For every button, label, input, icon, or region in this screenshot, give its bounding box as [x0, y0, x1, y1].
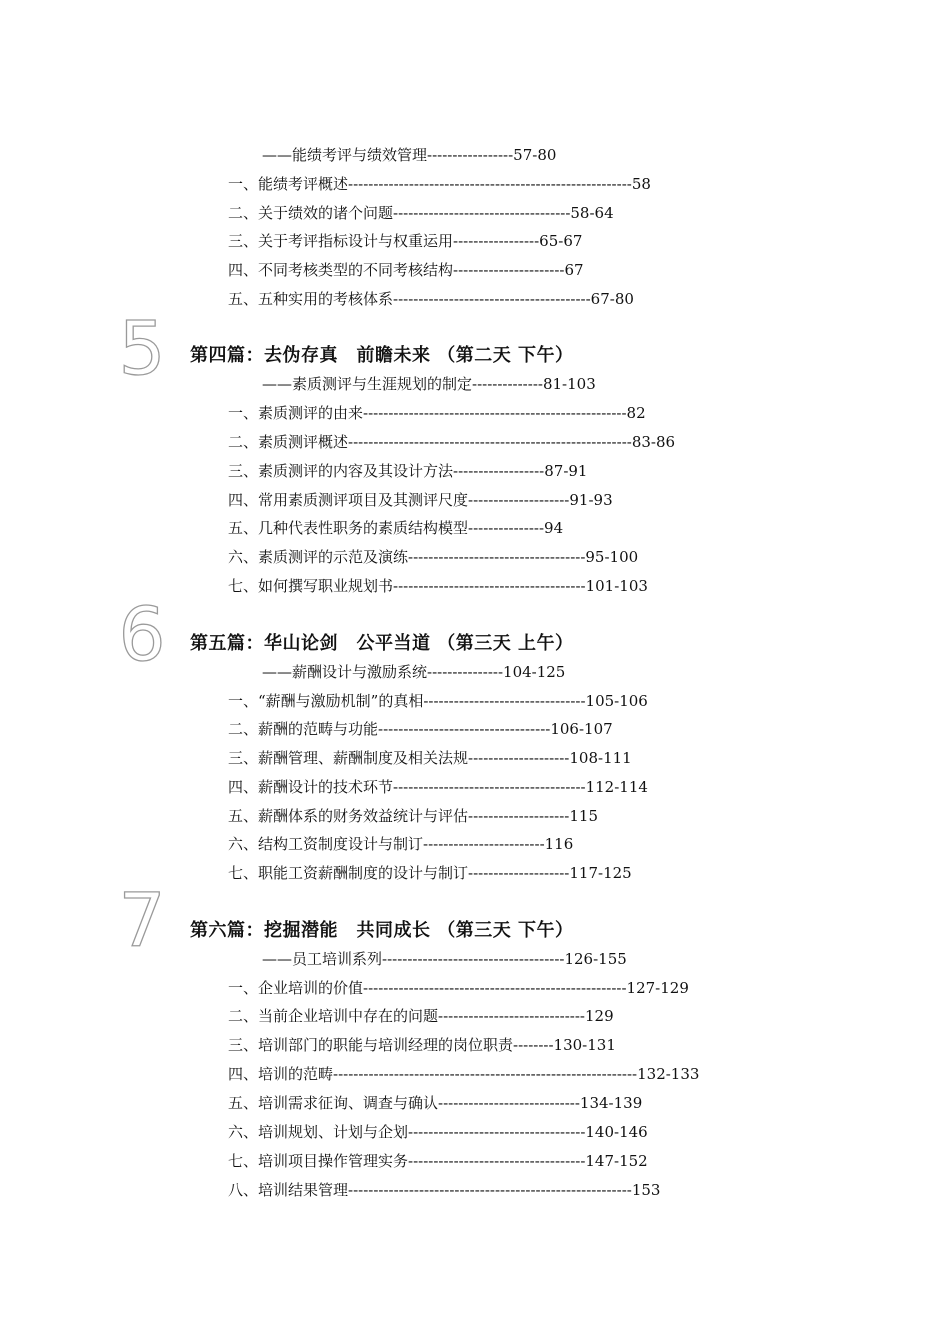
toc-entry: 七、培训项目操作管理实务‐‐‐‐‐‐‐‐‐‐‐‐‐‐‐‐‐‐‐‐‐‐‐‐‐‐‐‐‐‐‐‐‐‐‐147-152 — [228, 1152, 648, 1170]
toc-entry: 二、素质测评概述‐‐‐‐‐‐‐‐‐‐‐‐‐‐‐‐‐‐‐‐‐‐‐‐‐‐‐‐‐‐‐‐‐‐‐‐‐‐‐‐‐‐‐‐‐‐‐‐‐‐‐‐‐‐‐‐83-86 — [228, 433, 676, 451]
section-heading: 第六篇：挖掘潜能 共同成长 （第三天 下午） — [190, 920, 574, 941]
toc-subtitle: ——能绩考评与绩效管理-----------------57-80 — [262, 146, 557, 164]
toc-entry: 三、关于考评指标设计与权重运用------‐‐‐‐‐‐‐‐‐‐‐65-67 — [228, 232, 583, 250]
toc-entry: 一、企业培训的价值‐‐‐‐‐‐‐‐‐‐‐‐‐‐‐‐‐‐‐‐‐‐‐‐‐‐‐‐‐‐‐‐‐‐‐‐‐‐‐‐‐‐‐‐‐‐‐‐‐‐‐‐127-129 — [228, 979, 689, 997]
section-heading: 第五篇：华山论剑 公平当道 （第三天 上午） — [190, 633, 574, 654]
toc-entry: 六、培训规划、计划与企划‐‐‐‐‐‐‐‐‐‐‐‐‐‐‐‐‐‐‐‐‐‐‐‐‐‐‐‐‐‐‐‐‐‐‐140-146 — [228, 1123, 648, 1141]
section-number-5: 5 — [118, 306, 166, 392]
toc-entry: 七、职能工资薪酬制度的设计与制订‐‐‐‐‐‐‐‐‐‐‐‐‐‐‐‐‐‐‐‐117-125 — [228, 864, 632, 882]
toc-entry: 二、薪酬的范畴与功能----------------------------------106-107 — [228, 720, 613, 738]
toc-entry: 二、关于绩效的诸个问题------‐‐‐‐‐‐‐‐‐‐‐‐‐‐‐‐‐‐‐‐‐‐‐‐‐‐‐‐‐58-64 — [228, 204, 614, 222]
toc-entry: 四、薪酬设计的技术环节‐‐‐‐‐‐‐‐‐‐‐‐‐‐‐‐‐‐‐‐‐‐‐‐‐‐‐‐‐‐‐‐‐‐‐‐‐‐112-114 — [228, 778, 648, 796]
toc-subtitle: ——素质测评与生涯规划的制定--------------81-103 — [262, 375, 596, 393]
toc-entry: 一、能绩考评概述‐‐‐‐‐‐‐‐‐‐‐‐‐‐‐‐‐‐‐‐‐‐‐‐‐‐‐‐‐‐‐‐‐‐‐‐‐‐‐‐‐‐‐‐‐‐‐‐‐‐‐‐‐‐‐‐58 — [228, 175, 651, 193]
toc-entry: 三、培训部门的职能与培训经理的岗位职责‐‐‐‐‐‐‐‐130-131 — [228, 1036, 616, 1054]
toc-subtitle: ——员工培训系列--------‐‐‐‐‐‐‐‐‐‐‐‐‐‐‐‐‐‐‐‐‐‐‐‐‐‐‐‐126-155 — [262, 950, 627, 968]
toc-entry: 一、素质测评的由来‐‐‐‐‐‐‐‐‐‐‐‐‐‐‐‐‐‐‐‐‐‐‐‐‐‐‐‐‐‐‐‐‐‐‐‐‐‐‐‐‐‐‐‐‐‐‐‐‐‐‐‐82 — [228, 404, 646, 422]
toc-entry: 七、如何撰写职业规划书‐‐‐‐‐‐‐‐‐‐‐‐‐‐‐‐‐‐‐‐‐‐‐‐‐‐‐‐‐‐‐‐‐‐‐‐‐‐101-103 — [228, 577, 648, 595]
section-heading: 第四篇：去伪存真 前瞻未来 （第二天 下午） — [190, 345, 574, 366]
toc-entry: 一、“薪酬与激励机制”的真相‐‐‐‐‐‐‐‐‐‐‐‐‐‐‐‐‐‐‐‐‐‐‐‐‐‐‐‐‐‐‐‐105-106 — [228, 692, 648, 710]
toc-entry: 四、培训的范畴‐‐‐‐‐‐‐‐‐‐‐‐‐‐‐‐‐‐‐‐‐‐‐‐‐‐‐‐‐‐‐‐‐‐‐‐‐‐‐‐‐‐‐‐‐‐‐‐‐‐‐‐‐‐‐‐‐‐‐‐132-133 — [228, 1065, 700, 1083]
toc-entry: 六、结构工资制度设计与制订------------------------116 — [228, 835, 574, 853]
toc-entry: 五、培训需求征询、调查与确认‐‐‐‐‐‐‐‐‐‐‐‐‐‐‐‐‐‐‐‐‐‐‐‐‐‐‐‐134-139 — [228, 1094, 643, 1112]
toc-entry: 四、不同考核类型的不同考核结构‐‐‐‐‐‐‐‐‐‐‐‐‐‐‐‐‐‐‐‐‐‐67 — [228, 261, 584, 279]
section-number-7: 7 — [118, 878, 166, 964]
toc-entry: 六、素质测评的示范及演练‐‐‐‐‐‐‐‐‐‐‐‐‐‐‐‐‐‐‐‐‐‐‐‐‐‐‐‐‐‐‐‐‐‐‐95-100 — [228, 548, 639, 566]
section-number-6: 6 — [118, 592, 166, 678]
toc-subtitle: ——薪酬设计与激励系统---------------104-125 — [262, 663, 566, 681]
toc-entry: 二、当前企业培训中存在的问题‐‐‐‐‐‐‐‐‐‐‐‐‐‐‐‐‐‐‐‐‐‐‐‐‐‐‐‐‐129 — [228, 1007, 614, 1025]
toc-entry: 五、几种代表性职务的素质结构模型---------------94 — [228, 519, 564, 537]
toc-entry: 三、薪酬管理、薪酬制度及相关法规‐‐‐‐‐‐‐‐‐‐‐‐‐‐‐‐‐‐‐‐108-111 — [228, 749, 632, 767]
toc-entry: 三、素质测评的内容及其设计方法------------------87-91 — [228, 462, 588, 480]
toc-entry: 八、培训结果管理‐‐‐‐‐‐‐‐‐‐‐‐‐‐‐‐‐‐‐‐‐‐‐‐‐‐‐‐‐‐‐‐‐‐‐‐‐‐‐‐‐‐‐‐‐‐‐‐‐‐‐‐‐‐‐‐153 — [228, 1181, 661, 1199]
toc-entry: 四、常用素质测评项目及其测评尺度‐‐‐‐‐‐‐‐‐‐‐‐‐‐‐‐‐‐‐‐91-93 — [228, 491, 613, 509]
toc-entry: 五、五种实用的考核体系‐‐‐‐‐‐‐‐‐‐‐‐‐‐‐‐‐‐‐‐‐‐‐‐‐‐‐‐‐‐‐‐‐‐‐‐‐‐‐67-80 — [228, 290, 634, 308]
toc-entry: 五、薪酬体系的财务效益统计与评估‐‐‐‐‐‐‐‐‐‐‐‐‐‐‐‐‐‐‐‐115 — [228, 807, 598, 825]
